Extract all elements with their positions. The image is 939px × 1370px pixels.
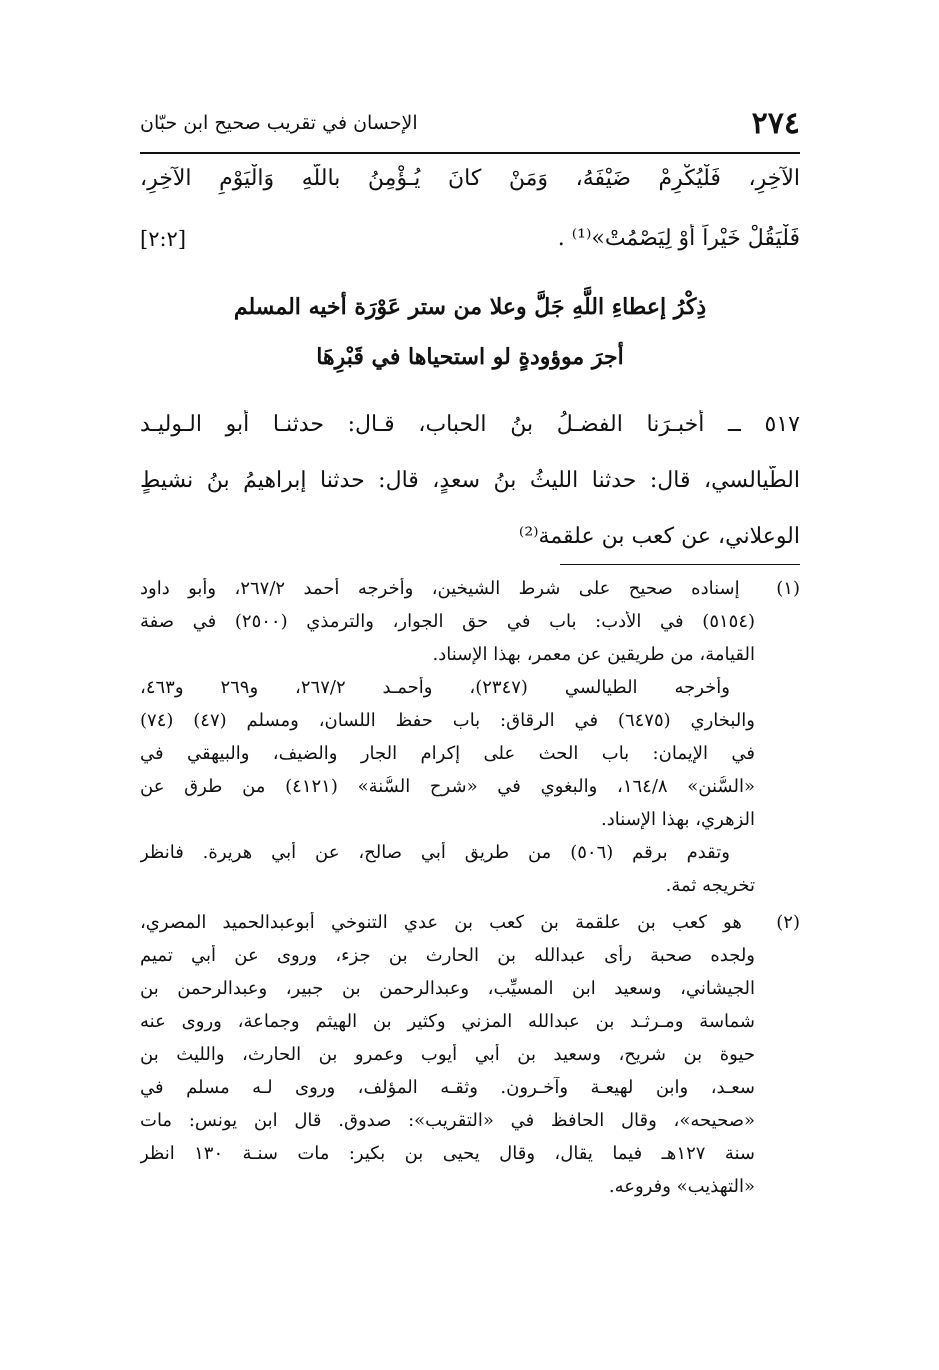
hadith-line: ٥١٧ ــ أخبـرَنا الفضـلُ بنُ الحباب، قـال: حدثنـا أبو الـوليـد: [140, 412, 800, 437]
text-line-content: فَلْيَقُلْ خَيْراً أَوْ لِيَصْمُتْ»⁽¹⁾ .: [557, 226, 800, 251]
footnote-number: (٢): [776, 912, 800, 933]
footnote-line: [140, 578, 800, 611]
page-number: ٢٧٤: [751, 105, 800, 141]
footnote-line: وأخرجه الطيالسي (٢٣٤٧)، وأحمـد ٢٦٧/٢، و٢٦٩ و٤٦٣،: [140, 677, 730, 698]
footnote-line: شماسة ومـرثـد بن عبدالله المزني وكثير بن الهيثم وجماعة، وروى عنه: [140, 1011, 755, 1032]
main-text: [140, 164, 800, 578]
footnote-line: وتقدم برقم (٥٠٦) من طريق أبي صالح، عن أبي هريرة. فانظر: [140, 842, 730, 863]
chapter-heading: ذِكْرُ إعطاءِ اللَّهِ جَلَّ وعلا من ستر عَوْرَة أخيه المسلم: [233, 294, 707, 320]
footnote-number: (١): [776, 578, 800, 599]
footnotes: [140, 578, 800, 1209]
hadith-reference: [٢:٢]: [140, 227, 187, 251]
footnote-line: «السُّنن» ١٦٤/٨، والبغوي في «شرح السُّنة» (٤١٢١) من طرق عن: [140, 776, 755, 797]
footnote-rule: [560, 564, 800, 565]
footnote-line: والبخاري (٦٤٧٥) في الرقاق: باب حفظ اللسان، ومسلم (٤٧) (٧٤): [140, 710, 755, 731]
footnote-text: إسناده صحيح على شرط الشيخين، وأخرجه أحمد ٢٦٧/٢، وأبو داود: [140, 578, 740, 599]
footnote-line: تخريجه ثمة.: [665, 875, 755, 896]
hadith-line: الوعلاني، عن كعب بن علقمة⁽²⁾: [518, 524, 800, 549]
footnote-line: «صحيحه»، وقال الحافظ في «التقريب»: صدوق. قال ابن يونس: مات: [140, 1110, 755, 1131]
footnote-line: ولجده صحبة رأى عبدالله بن الحارث بن جزء، وروى عن أبي تميم: [140, 945, 755, 966]
footnote-line: الزهري، بهذا الإسناد.: [601, 809, 755, 830]
text-line: الآخِرِ، فَلْيُكْرِمْ ضَيْفَهُ، وَمَنْ كانَ يُـؤْمِنُ باللَّهِ وَالْيَوْمِ الآخِرِ،: [140, 166, 800, 191]
page-header: [140, 100, 800, 146]
footnote-text: هو كعب بن علقمة بن كعب بن عدي التنوخي أبوعبدالحميد المصري،: [140, 912, 742, 933]
running-title: الإحسان في تقريب صحيح ابن حبّان: [140, 112, 418, 134]
header-rule: [140, 152, 800, 154]
footnote-line: سعـد، وابن لهيعـة وآخـرون. وثقـه المؤلف، وروى لـه مسلم في: [140, 1077, 755, 1098]
text-line: [140, 224, 800, 284]
footnote-line: الجيشاني، وسعيد ابن المسيِّب، وعبدالرحمن بن جبير، وعبدالرحمن بن: [140, 978, 755, 999]
footnote-line: سنة ١٢٧هـ فيما يقال، وقال يحيى بن بكير: مات سنـة ١٣٠ انظر: [140, 1143, 755, 1164]
footnote-line: حيوة بن شريح، وسعيد بن أبي أيوب وعمرو بن الحارث، والليث بن: [140, 1044, 755, 1065]
footnote-line: (٥١٥٤) في الأدب: باب في حق الجوار، والترمذي (٢٥٠٠) في صفة: [140, 611, 756, 632]
hadith-line: الطَّيالسي، قال: حدثنا الليثُ بنُ سعدٍ، قال: حدثنا إبراهيمُ بنُ نشيطٍ: [140, 468, 800, 493]
footnote-line: [140, 912, 800, 945]
footnote-line: القيامة، من طريقين عن معمر، بهذا الإسناد.: [432, 644, 755, 665]
footnote-line: في الإيمان: باب الحث على إكرام الجار والضيف، والبيهقي في: [140, 743, 755, 764]
chapter-heading: أجرَ موؤودةٍ لو استحياها في قَبْرِهَا: [316, 344, 624, 370]
footnote-line: «التهذيب» وفروعه.: [608, 1176, 755, 1197]
